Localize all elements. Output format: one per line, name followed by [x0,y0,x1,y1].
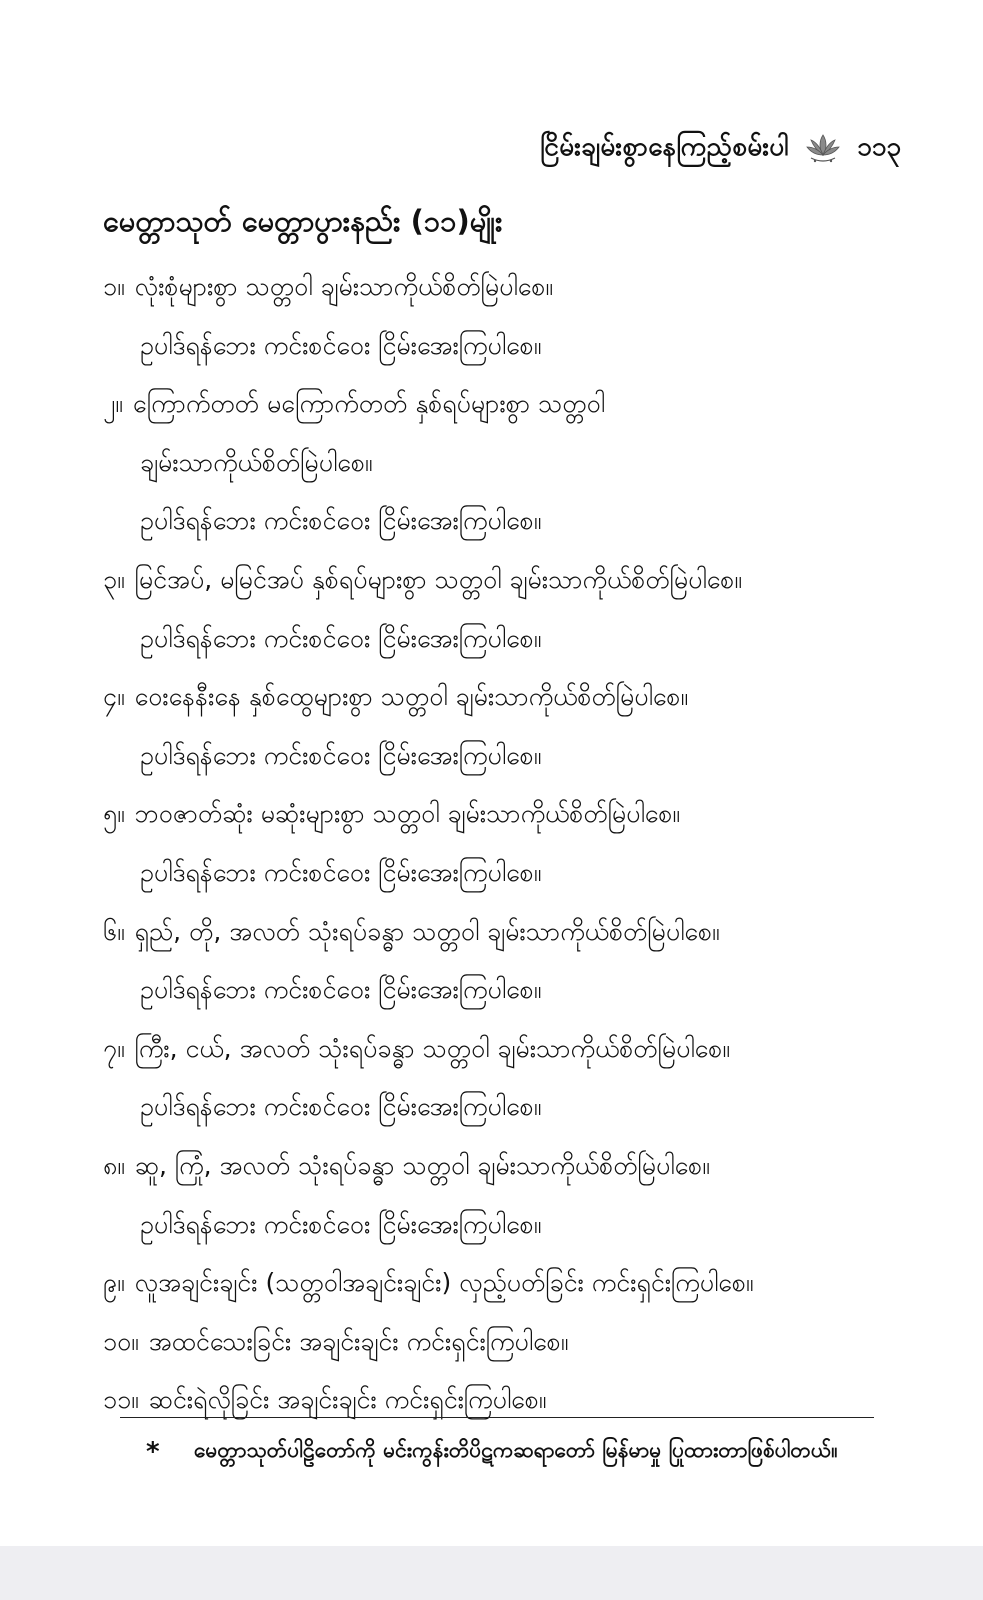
verse-text: ဥပါဒ်ရန်ဘေး ကင်းစင်ဝေး ငြိမ်းအေးကြပါစေ။ [140,975,542,1005]
verse-text: ဥပါဒ်ရန်ဘေး ကင်းစင်ဝေး ငြိမ်းအေးကြပါစေ။ [140,857,542,887]
footnote-marker: * [146,1437,160,1467]
verse-list [0,258,983,1430]
verse-number: ၁။ [103,272,125,301]
verse-continuation-line [0,727,983,786]
verse-continuation-line [0,1196,983,1255]
verse-number: ၂။ [103,389,123,419]
verse-text: လူအချင်းချင်း (သတ္တဝါအချင်းချင်း) လှည့်ပတ်ခြင်း ကင်းရှင်းကြပါစေ။ [134,1268,754,1298]
verse-continuation-line [0,961,983,1020]
verse-line [0,1313,983,1372]
verse-text: ဆူ, ကြုံ, အလတ် သုံးရပ်ခန္ဓာ သတ္တဝါ ချမ်းသာကိုယ်စိတ်မြဲပါစေ။ [134,1150,710,1180]
verse-number: ၃။ [103,564,125,594]
footnote-text: မေတ္တာသုတ်ပါဠိတော်ကို မင်းကွန်းတိပိဋကဆရာတော် မြန်မာမှု ပြုထားတာဖြစ်ပါတယ်။ [194,1437,838,1462]
verse-line [0,258,983,317]
verse-text: ဥပါဒ်ရန်ဘေး ကင်းစင်ဝေး ငြိမ်းအေးကြပါစေ။ [140,623,542,653]
verse-line [0,903,983,962]
verse-continuation-line [0,434,983,493]
verse-text: အထင်သေးခြင်း အချင်းချင်း ကင်းရှင်းကြပါစေ။ [148,1326,569,1356]
verse-number: ၁၀။ [103,1326,139,1356]
running-header [540,126,901,170]
verse-continuation-line [0,1078,983,1137]
verse-line [0,1371,983,1430]
verse-number: ၅။ [103,799,125,829]
verse-text: ဥပါဒ်ရန်ဘေး ကင်းစင်ဝေး ငြိမ်းအေးကြပါစေ။ [140,330,542,360]
verse-text: လုံးစုံများစွာ သတ္တဝါ ချမ်းသာကိုယ်စိတ်မြဲပါစေ။ [134,272,553,301]
verse-text: ဘဝဇာတ်ဆုံး မဆုံးများစွာ သတ္တဝါ ချမ်းသာကိုယ်စိတ်မြဲပါစေ။ [134,799,680,829]
verse-text: ရှည်, တို, အလတ် သုံးရပ်ခန္ဓာ သတ္တဝါ ချမ်းသာကိုယ်စိတ်မြဲပါစေ။ [134,916,720,946]
running-title: ငြိမ်းချမ်းစွာနေကြည့်စမ်းပါ [539,131,790,162]
page-number: ၁၁၃ [857,131,901,162]
verse-text: ဥပါဒ်ရန်ဘေး ကင်းစင်ဝေး ငြိမ်းအေးကြပါစေ။ [140,506,542,536]
verse-text: မြင်အပ်, မမြင်အပ် နှစ်ရပ်များစွာ သတ္တဝါ ချမ်းသာကိုယ်စိတ်မြဲပါစေ။ [134,564,742,594]
verse-continuation-line [0,844,983,903]
verse-text: ကြီး, ငယ်, အလတ် သုံးရပ်ခန္ဓာ သတ္တဝါ ချမ်းသာကိုယ်စိတ်မြဲပါစေ။ [134,1033,730,1063]
verse-line [0,375,983,434]
verse-line [0,668,983,727]
verse-line [0,1137,983,1196]
verse-number: ၆။ [103,916,125,946]
verse-text: ဥပါဒ်ရန်ဘေး ကင်းစင်ဝေး ငြိမ်းအေးကြပါစေ။ [140,1209,542,1239]
footnote [146,1432,838,1472]
verse-number: ၇။ [103,1033,125,1063]
verse-text: ဆင်းရဲလိုခြင်း အချင်းချင်း ကင်းရှင်းကြပါစေ။ [148,1385,547,1415]
section-heading: မေတ္တာသုတ် မေတ္တာပွားနည်း (၁၁)မျိုး [103,204,503,238]
verse-line [0,785,983,844]
verse-text: ကြောက်တတ် မကြောက်တတ် နှစ်ရပ်များစွာ သတ္တဝါ [132,389,605,419]
verse-number: ၈။ [103,1150,125,1180]
verse-number: ၉။ [103,1268,125,1298]
verse-number: ၄။ [103,682,125,712]
verse-text: ဥပါဒ်ရန်ဘေး ကင်းစင်ဝေး ငြိမ်းအေးကြပါစေ။ [140,1092,542,1122]
footnote-divider [120,1417,874,1418]
verse-text: ဝေးနေနီးနေ နှစ်ထွေများစွာ သတ္တဝါ ချမ်းသာကိုယ်စိတ်မြဲပါစေ။ [134,682,689,712]
verse-text: ဥပါဒ်ရန်ဘေး ကင်းစင်ဝေး ငြိမ်းအေးကြပါစေ။ [140,740,542,770]
verse-number: ၁၁။ [103,1385,139,1415]
verse-line [0,551,983,610]
verse-text: ချမ်းသာကိုယ်စိတ်မြဲပါစေ။ [140,447,373,477]
verse-continuation-line [0,492,983,551]
bottom-strip [0,1546,983,1600]
verse-continuation-line [0,610,983,669]
verse-line [0,1020,983,1079]
verse-continuation-line [0,317,983,376]
lotus-flower-icon [805,131,841,165]
verse-line [0,1254,983,1313]
